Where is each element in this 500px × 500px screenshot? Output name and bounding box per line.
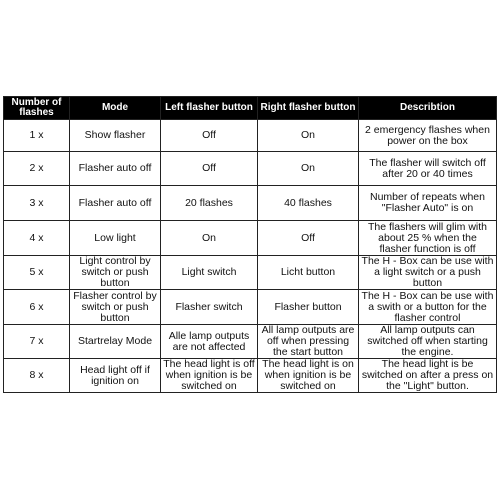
cell-mode: Low light — [70, 221, 161, 256]
table-row — [4, 221, 497, 256]
table-row — [4, 152, 497, 186]
table-row — [4, 325, 497, 359]
cell-left-button: Flasher switch — [161, 290, 258, 325]
cell-description: All lamp outputs can switched off when starting the engine. — [359, 325, 497, 359]
cell-left-button: Alle lamp outputs are not affected — [161, 325, 258, 359]
cell-mode: Flasher auto off — [70, 152, 161, 186]
header-right-flasher-button: Right flasher button — [258, 97, 359, 120]
table-row — [4, 186, 497, 221]
cell-flashes: 1 x — [4, 120, 70, 152]
cell-mode: Light control by switch or push button — [70, 256, 161, 290]
header-mode: Mode — [70, 97, 161, 120]
cell-right-button: On — [258, 120, 359, 152]
header-description: Describtion — [359, 97, 497, 120]
cell-flashes: 6 x — [4, 290, 70, 325]
table-row — [4, 120, 497, 152]
cell-description: The flasher will switch off after 20 or 40 times — [359, 152, 497, 186]
cell-flashes: 7 x — [4, 325, 70, 359]
cell-flashes: 5 x — [4, 256, 70, 290]
table-row — [4, 256, 497, 290]
cell-description: The head light is be switched on after a press on the "Light" button. — [359, 359, 497, 393]
cell-left-button: On — [161, 221, 258, 256]
cell-description: The flashers will glim with about 25 % when the flasher function is off — [359, 221, 497, 256]
cell-left-button: Off — [161, 152, 258, 186]
cell-description: 2 emergency flashes when power on the box — [359, 120, 497, 152]
flasher-modes-table-container — [3, 96, 496, 393]
cell-mode: Head light off if ignition on — [70, 359, 161, 393]
cell-right-button: Flasher button — [258, 290, 359, 325]
header-left-flasher-button: Left flasher button — [161, 97, 258, 120]
cell-mode: Flasher control by switch or push button — [70, 290, 161, 325]
cell-description: The H - Box can be use with a swith or a button for the flasher control — [359, 290, 497, 325]
cell-left-button: Off — [161, 120, 258, 152]
cell-right-button: 40 flashes — [258, 186, 359, 221]
flasher-modes-table — [3, 96, 497, 393]
cell-flashes: 8 x — [4, 359, 70, 393]
cell-flashes: 2 x — [4, 152, 70, 186]
cell-right-button: All lamp outputs are off when pressing the start button — [258, 325, 359, 359]
cell-left-button: Light switch — [161, 256, 258, 290]
table-header-row — [4, 97, 497, 120]
table-row — [4, 359, 497, 393]
cell-mode: Show flasher — [70, 120, 161, 152]
cell-description: The H - Box can be use with a light switch or a push button — [359, 256, 497, 290]
cell-flashes: 4 x — [4, 221, 70, 256]
cell-left-button: 20 flashes — [161, 186, 258, 221]
cell-right-button: On — [258, 152, 359, 186]
cell-right-button: Licht button — [258, 256, 359, 290]
cell-description: Number of repeats when "Flasher Auto" is on — [359, 186, 497, 221]
header-number-of-flashes: Number of flashes — [4, 97, 70, 120]
cell-mode: Startrelay Mode — [70, 325, 161, 359]
table-row — [4, 290, 497, 325]
cell-left-button: The head light is off when ignition is be switched on — [161, 359, 258, 393]
cell-mode: Flasher auto off — [70, 186, 161, 221]
cell-right-button: Off — [258, 221, 359, 256]
cell-flashes: 3 x — [4, 186, 70, 221]
cell-right-button: The head light is on when ignition is be switched on — [258, 359, 359, 393]
